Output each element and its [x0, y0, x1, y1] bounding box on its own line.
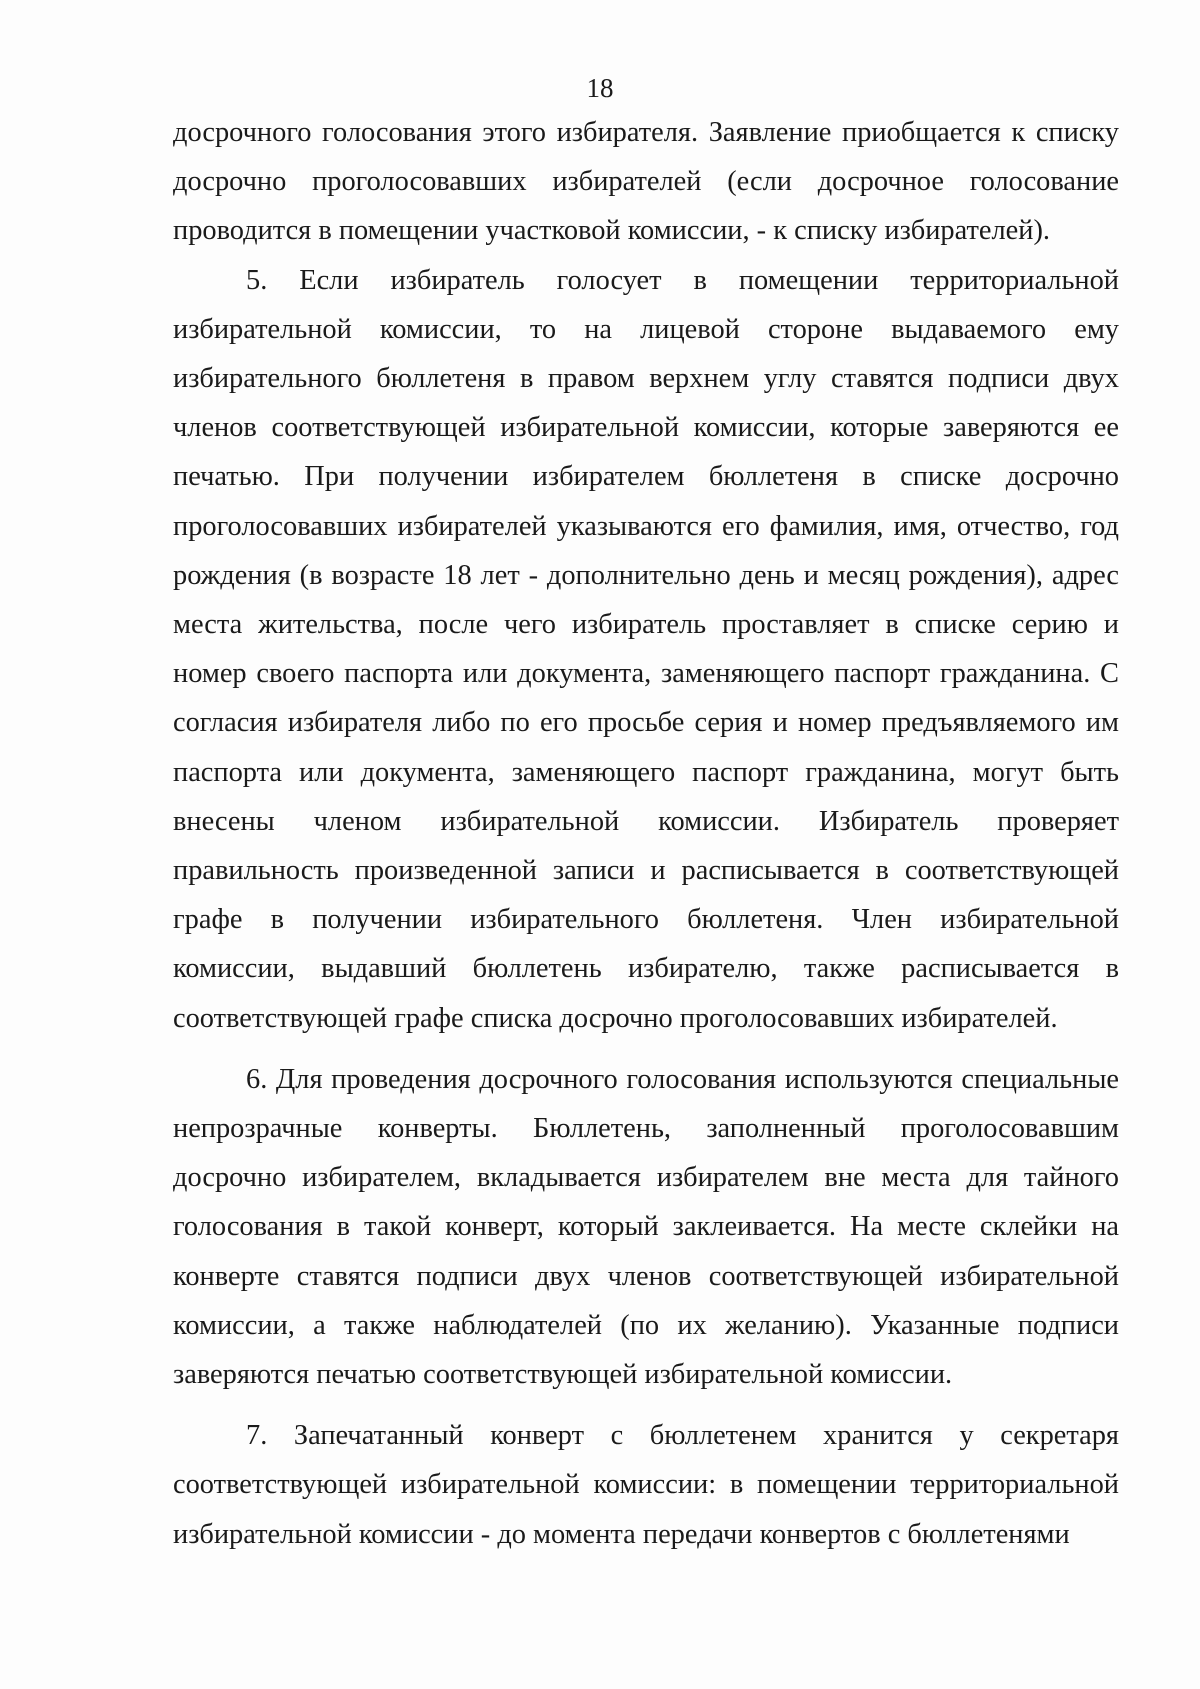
paragraph-continuation: досрочного голосования этого избирателя. Заявление приобщается к списку досрочно проголосовавших избирателей (если досрочное голосование проводится в помещении участковой комиссии, - к списку избирателей). — [173, 117, 1119, 247]
page-number: 18 — [586, 73, 614, 103]
paragraph-item-5: 5. Если избиратель голосует в помещении территориальной избирательной комиссии, то на лицевой стороне выдаваемого ему избирательного бюллетеня в правом верхнем углу ставятся подписи двух членов соответствующей избирательной комиссии, которые заверяются ее печатью. При получении избирателем бюллетеня в списке досрочно проголосовавших избирателей указываются его фамилия, имя, отчество, год рождения (в возрасте 18 лет - дополнительно день и месяц рождения), адрес места жительства, после чего избиратель проставляет в списке серию и номер своего паспорта или документа, заменяющего паспорт гражданина. С согласия избирателя либо по его просьбе серия и номер предъявляемого им паспорта или документа, заменяющего паспорт гражданина, могут быть внесены членом избирательной комиссии. Избиратель проверяет правильность произведенной записи и расписывается в соответствующей графе в получении избирательного бюллетеня. Член избирательной комиссии, выдавший бюллетень избирателю, также расписывается в соответствующей графе списка досрочно проголосовавших избирателей. — [173, 264, 1119, 1034]
paragraph-item-7: 7. Запечатанный конверт с бюллетенем хранится у секретаря соответствующей избирательной комиссии: в помещении территориальной избирательной комиссии - до момента передачи конвертов с бюллетенями — [173, 1420, 1119, 1550]
document-body — [173, 108, 1119, 1559]
paragraph-item-6: 6. Для проведения досрочного голосования используются специальные непрозрачные конверты. Бюллетень, заполненный проголосовавшим досрочно избирателем, вкладывается избирателем вне места для тайного голосования в такой конверт, который заклеивается. На месте склейки на конверте ставятся подписи двух членов соответствующей избирательной комиссии, а также наблюдателей (по их желанию). Указанные подписи заверяются печатью соответствующей избирательной комиссии. — [173, 1063, 1119, 1391]
